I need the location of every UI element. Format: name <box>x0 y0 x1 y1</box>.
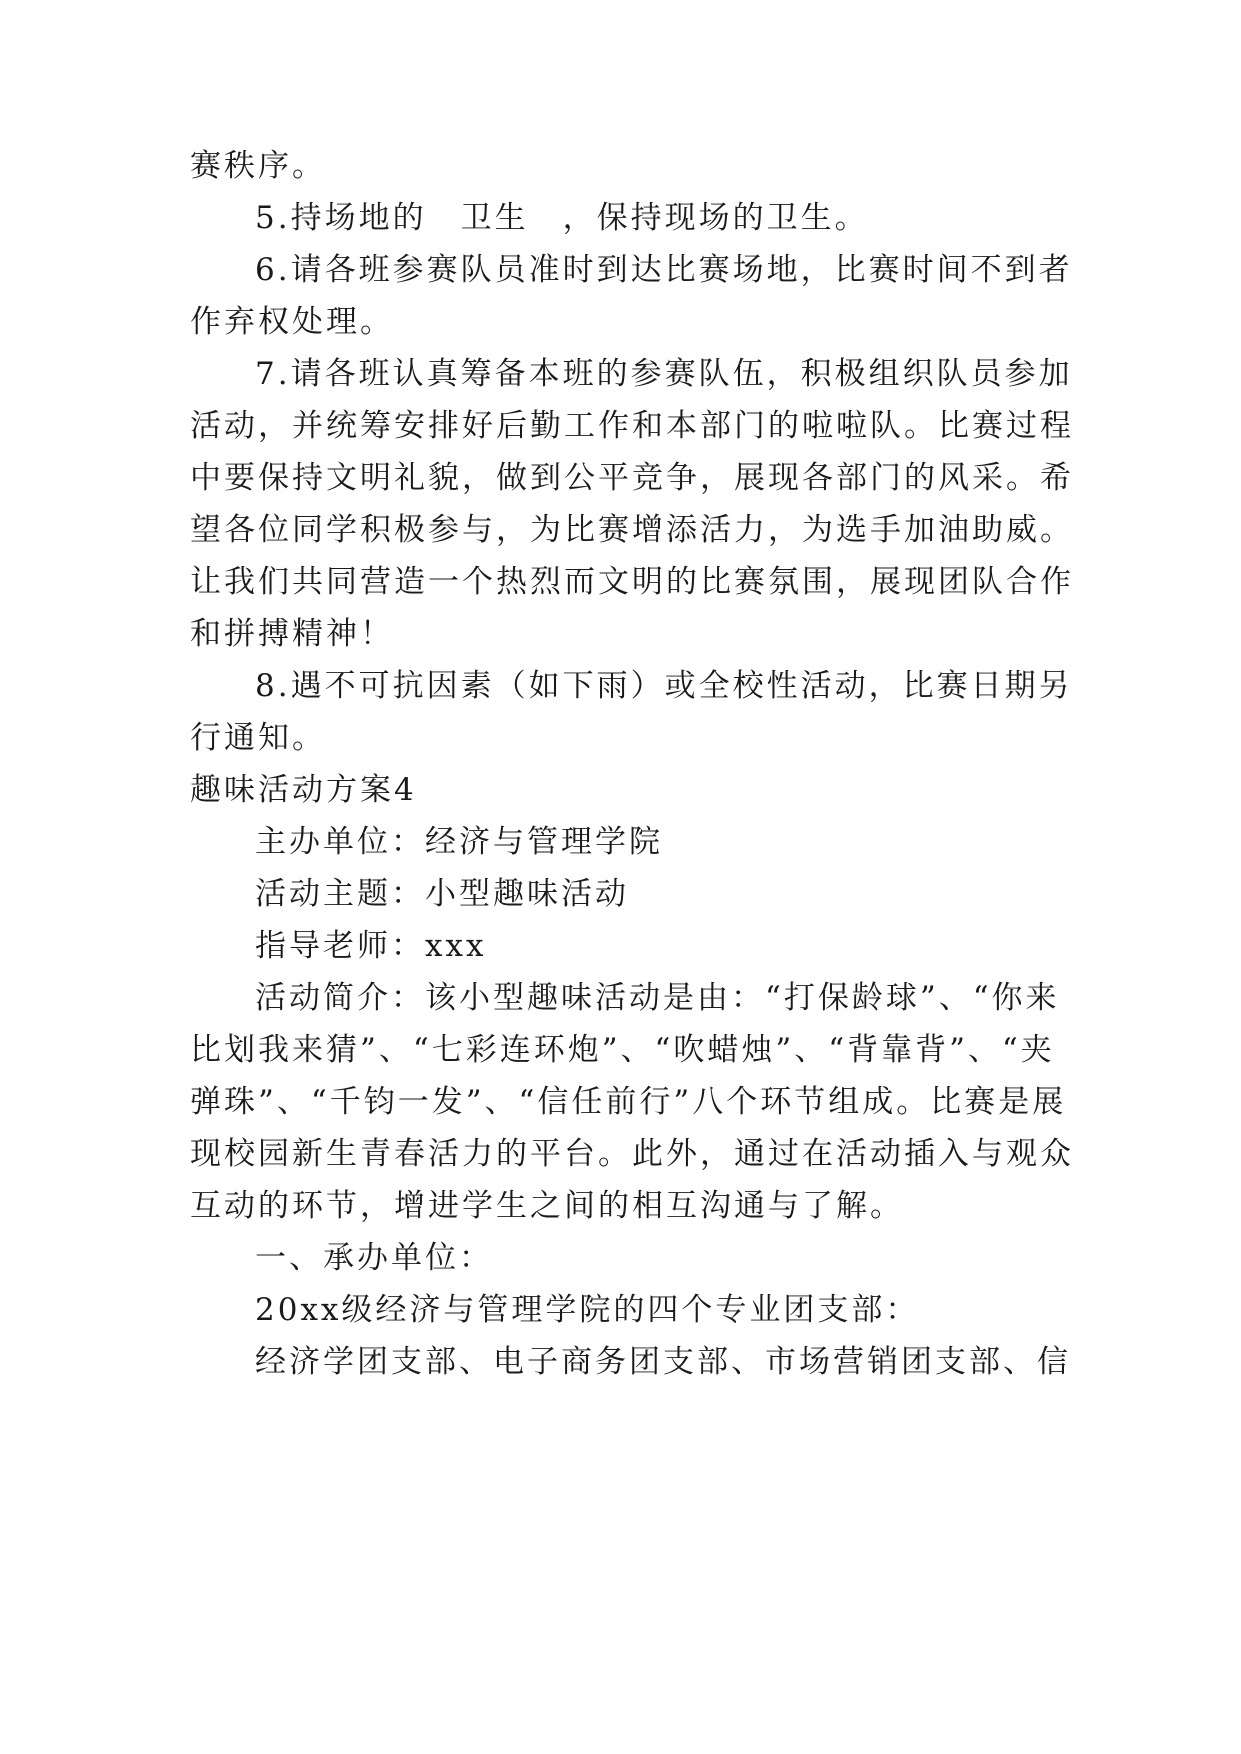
theme-line: 活动主题：小型趣味活动 <box>255 876 629 912</box>
intro-line-4: 现校园新生青春活力的平台。此外，通过在活动插入与观众 <box>190 1136 1074 1172</box>
rule-item-5: 5.持场地的 卫生 ，保持现场的卫生。 <box>255 200 869 236</box>
rule-item-8: 8.遇不可抗因素（如下雨）或全校性活动，比赛日期另 <box>255 668 1073 704</box>
rule-item-7-cont-5: 和拼搏精神！ <box>190 616 394 652</box>
host-line-1: 20xx级经济与管理学院的四个专业团支部： <box>255 1292 920 1328</box>
section-heading: 趣味活动方案4 <box>190 772 417 808</box>
organizer-line: 主办单位：经济与管理学院 <box>255 824 663 860</box>
rule-item-7-cont-4: 让我们共同营造一个热烈而文明的比赛氛围，展现团队合作 <box>190 564 1074 600</box>
rule-item-6: 6.请各班参赛队员准时到达比赛场地，比赛时间不到者 <box>255 252 1073 288</box>
rule-item-7-cont-3: 望各位同学积极参与，为比赛增添活力，为选手加油助威。 <box>190 512 1074 548</box>
intro-line-1: 活动简介：该小型趣味活动是由：“打保龄球”、“你来 <box>255 980 1060 1016</box>
intro-line-2: 比划我来猜”、“七彩连环炮”、“吹蜡烛”、“背靠背”、“夹 <box>190 1032 1055 1068</box>
advisor-line: 指导老师：xxx <box>255 928 487 964</box>
rule-item-7-cont-1: 活动，并统筹安排好后勤工作和本部门的啦啦队。比赛过程 <box>190 408 1074 444</box>
rule-item-8-cont: 行通知。 <box>190 720 326 756</box>
rule-item-6-cont: 作弃权处理。 <box>190 304 394 340</box>
intro-line-5: 互动的环节，增进学生之间的相互沟通与了解。 <box>190 1188 904 1224</box>
rule-item-7-cont-2: 中要保持文明礼貌，做到公平竞争，展现各部门的风采。希 <box>190 460 1074 496</box>
paragraph-line-continuation: 赛秩序。 <box>190 148 326 184</box>
host-line-2: 经济学团支部、电子商务团支部、市场营销团支部、信 <box>255 1344 1071 1380</box>
subheading-host: 一、承办单位： <box>255 1240 493 1276</box>
intro-line-3: 弹珠”、“千钧一发”、“信任前行”八个环节组成。比赛是展 <box>190 1084 1067 1120</box>
rule-item-7: 7.请各班认真筹备本班的参赛队伍，积极组织队员参加 <box>255 356 1073 392</box>
